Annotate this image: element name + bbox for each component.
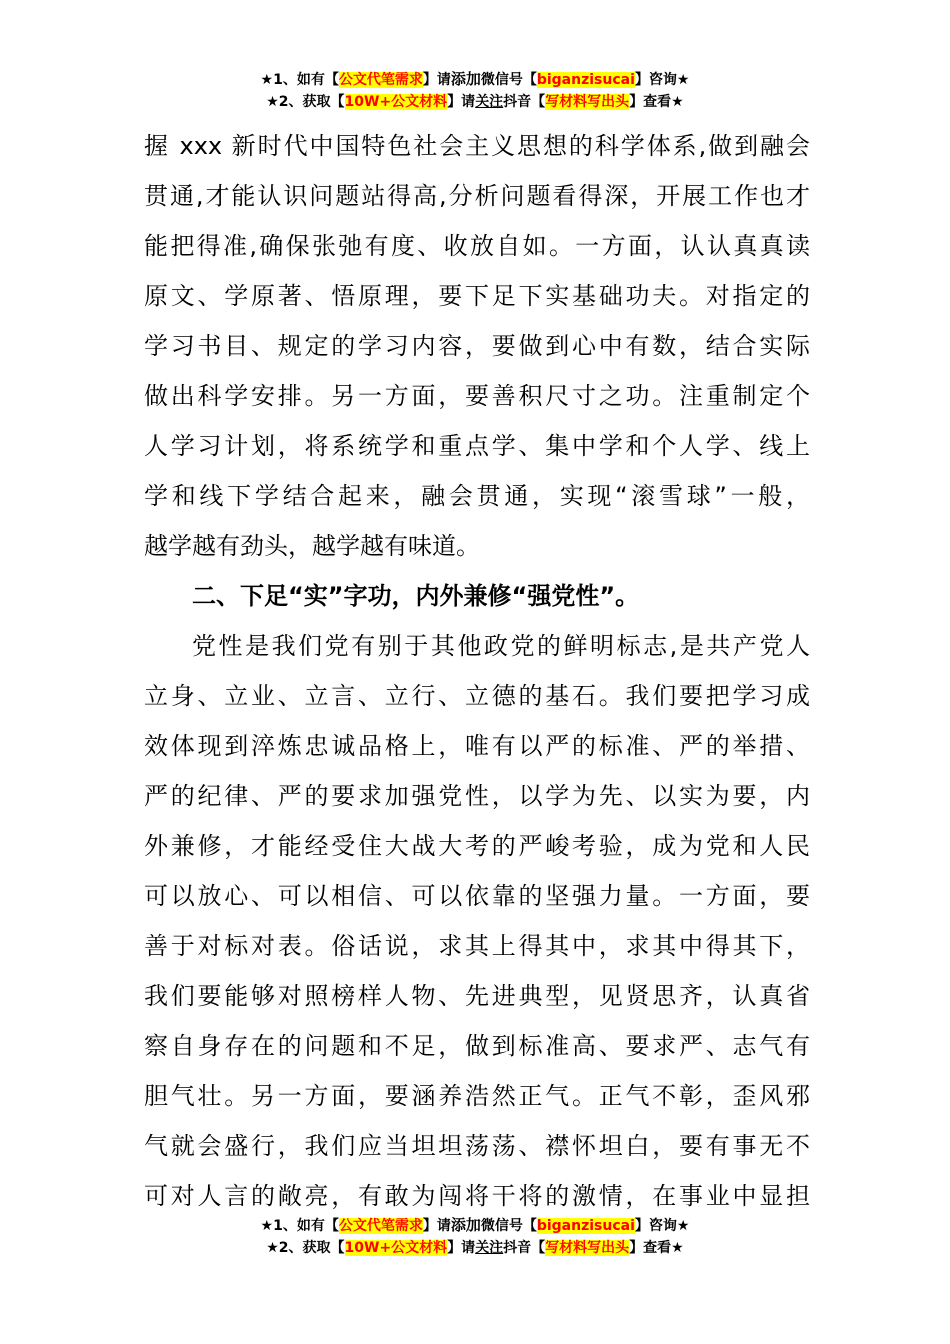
highlight-douyin-account: 写材料写出头: [545, 94, 630, 110]
highlight-materials: 10W+公文材料: [344, 1240, 448, 1256]
footer-banner: [0, 1214, 950, 1259]
paragraph-1: 握 xxx 新时代中国特色社会主义思想的科学体系,做到融会 贯通,才能认识问题站得高,分析问题看得深，开展工作也才 能把得准,确保张弛有度、收放自如。一方面，认认真真读 原文、学原著、悟原理，要下足下实基础功夫。对指定的 学习书目、规定的学习内容，要做到心中有数，结合实际 做出科学安排。另一方面，要善积尺寸之功。注重制定个 人学习计划，将系统学和重点学、集中学和个人学、线上 学和线下学结合起来，融会贯通，实现“滚雪球”一般， 越学越有劲头，越学越有味道。: [144, 132, 810, 560]
footer-line-1: ★1、如有【公文代笔需求】请添加微信号【biganzisucai】咨询★: [260, 1216, 690, 1234]
header-banner: [0, 68, 950, 113]
highlight-wechat-id: biganzisucai: [536, 1218, 635, 1234]
footer-line-2: ★2、获取【10W+公文材料】请关注抖音【写材料写出头】查看★: [266, 1240, 684, 1256]
highlight-service: 公文代笔需求: [338, 72, 423, 88]
banner-line-1: ★1、如有【公文代笔需求】请添加微信号【biganzisucai】咨询★: [260, 70, 690, 88]
paragraph-2: 党性是我们党有别于其他政党的鲜明标志,是共产党人 立身、立业、立言、立行、立德的基石。我们要把学习成 效体现到淬炼忠诚品格上，唯有以严的标准、严的举措、 严的纪律、严的要求加强党性，以学为先、以实为要，内 外兼修，才能经受住大战大考的严峻考验，成为党和人民 可以放心、可以相信、可以依靠的坚强力量。一方面，要 善于对标对表。俗话说，求其上得其中，求其中得其下， 我们要能够对照榜样人物、先进典型，见贤思齐，认真省 察自身存在的问题和不足，做到标准高、要求严、志气有 胆气壮。另一方面，要涵养浩然正气。正气不彰，歪风邪 气就会盛行，我们应当坦坦荡荡、襟怀坦白，要有事无不 可对人言的敞亮，有敢为闯将干将的激情，在事业中显担: [144, 632, 810, 1210]
section-heading: 二、下足“实”字功，内外兼修“强党性”。: [192, 582, 640, 610]
document-body: [144, 121, 810, 1221]
highlight-materials: 10W+公文材料: [344, 94, 448, 110]
highlight-service: 公文代笔需求: [338, 1218, 423, 1234]
highlight-douyin-account: 写材料写出头: [545, 1240, 630, 1256]
highlight-wechat-id: biganzisucai: [536, 72, 635, 88]
banner-line-2: ★2、获取【10W+公文材料】请关注抖音【写材料写出头】查看★: [266, 94, 684, 110]
